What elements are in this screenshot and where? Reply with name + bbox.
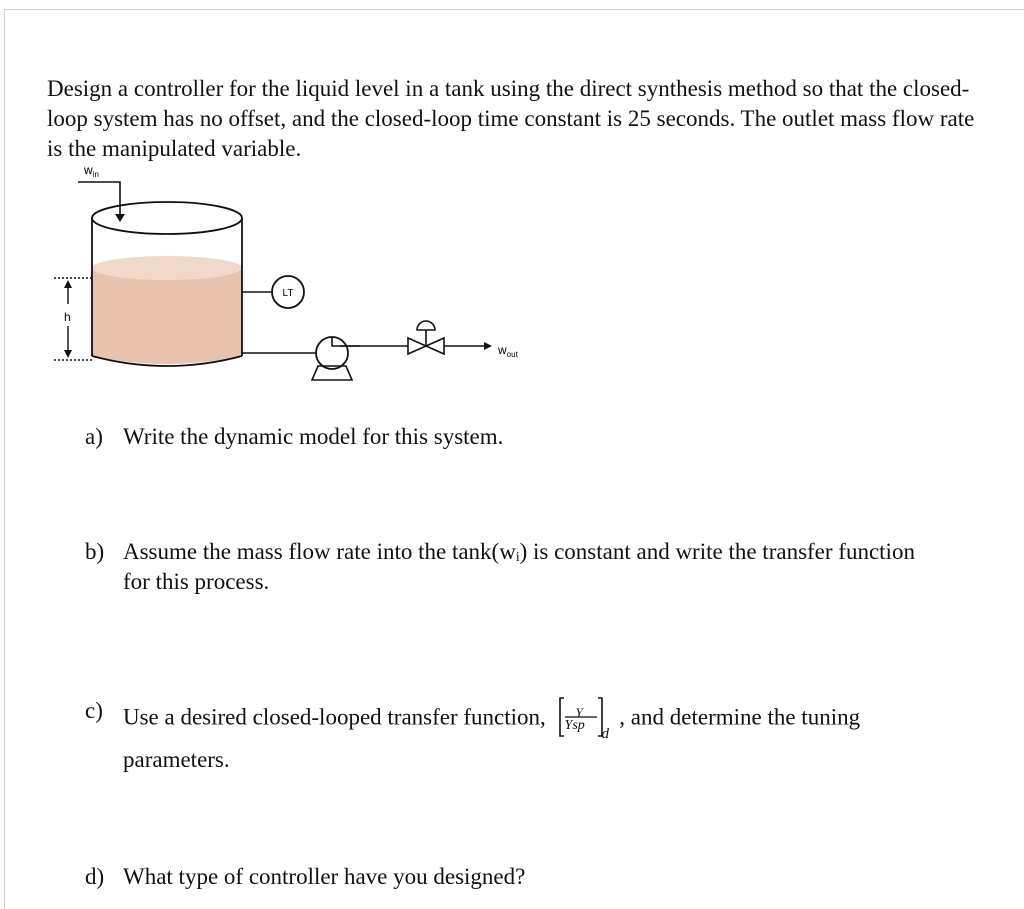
valve-right-icon xyxy=(426,338,444,354)
fraction-numerator: Y xyxy=(575,705,583,720)
question-c-text-line2: parameters. xyxy=(123,747,230,772)
liquid-surface xyxy=(92,256,242,280)
valve-actuator-icon xyxy=(417,321,435,330)
question-a-label: a) xyxy=(85,424,103,449)
question-d-text: What type of controller have you designed? xyxy=(123,864,526,889)
question-c-text-after: , and determine the tuning xyxy=(619,704,861,730)
height-arrowhead-up xyxy=(64,280,72,288)
tank-diagram xyxy=(50,160,530,390)
height-label: h xyxy=(64,310,71,324)
transmitter-label: LT xyxy=(282,288,294,299)
outlet-label: $w_{out}$ xyxy=(498,343,518,359)
question-b-label: b) xyxy=(85,539,105,564)
question-b-text: Assume the mass flow rate into the tank(wᵢ) is constant and write the transfer function for this process. xyxy=(123,539,915,594)
fraction-denominator: Ysp xyxy=(564,718,585,733)
question-d-label: d) xyxy=(85,864,105,889)
outlet-arrow xyxy=(484,342,492,350)
question-c-label: c) xyxy=(85,698,103,723)
inlet-label: $w_{in}$ xyxy=(84,163,99,179)
tank-top xyxy=(92,202,242,234)
inlet-arrow xyxy=(115,214,125,222)
height-arrowhead-down xyxy=(64,350,72,358)
question-a-text: Write the dynamic model for this system. xyxy=(123,424,504,449)
problem-statement: Design a controller for the liquid level in a tank using the direct synthesis method so that the closed-loop system has no offset, and the closed-loop time constant is 25 seconds. The outlet mass flow rate is the manipulated variable. xyxy=(47,76,975,161)
valve-left-icon xyxy=(408,338,426,354)
transfer-function-bracket xyxy=(558,696,610,742)
question-c-text-before: Use a desired closed-looped transfer function, xyxy=(123,704,546,730)
bracket-subscript: d xyxy=(601,726,610,742)
